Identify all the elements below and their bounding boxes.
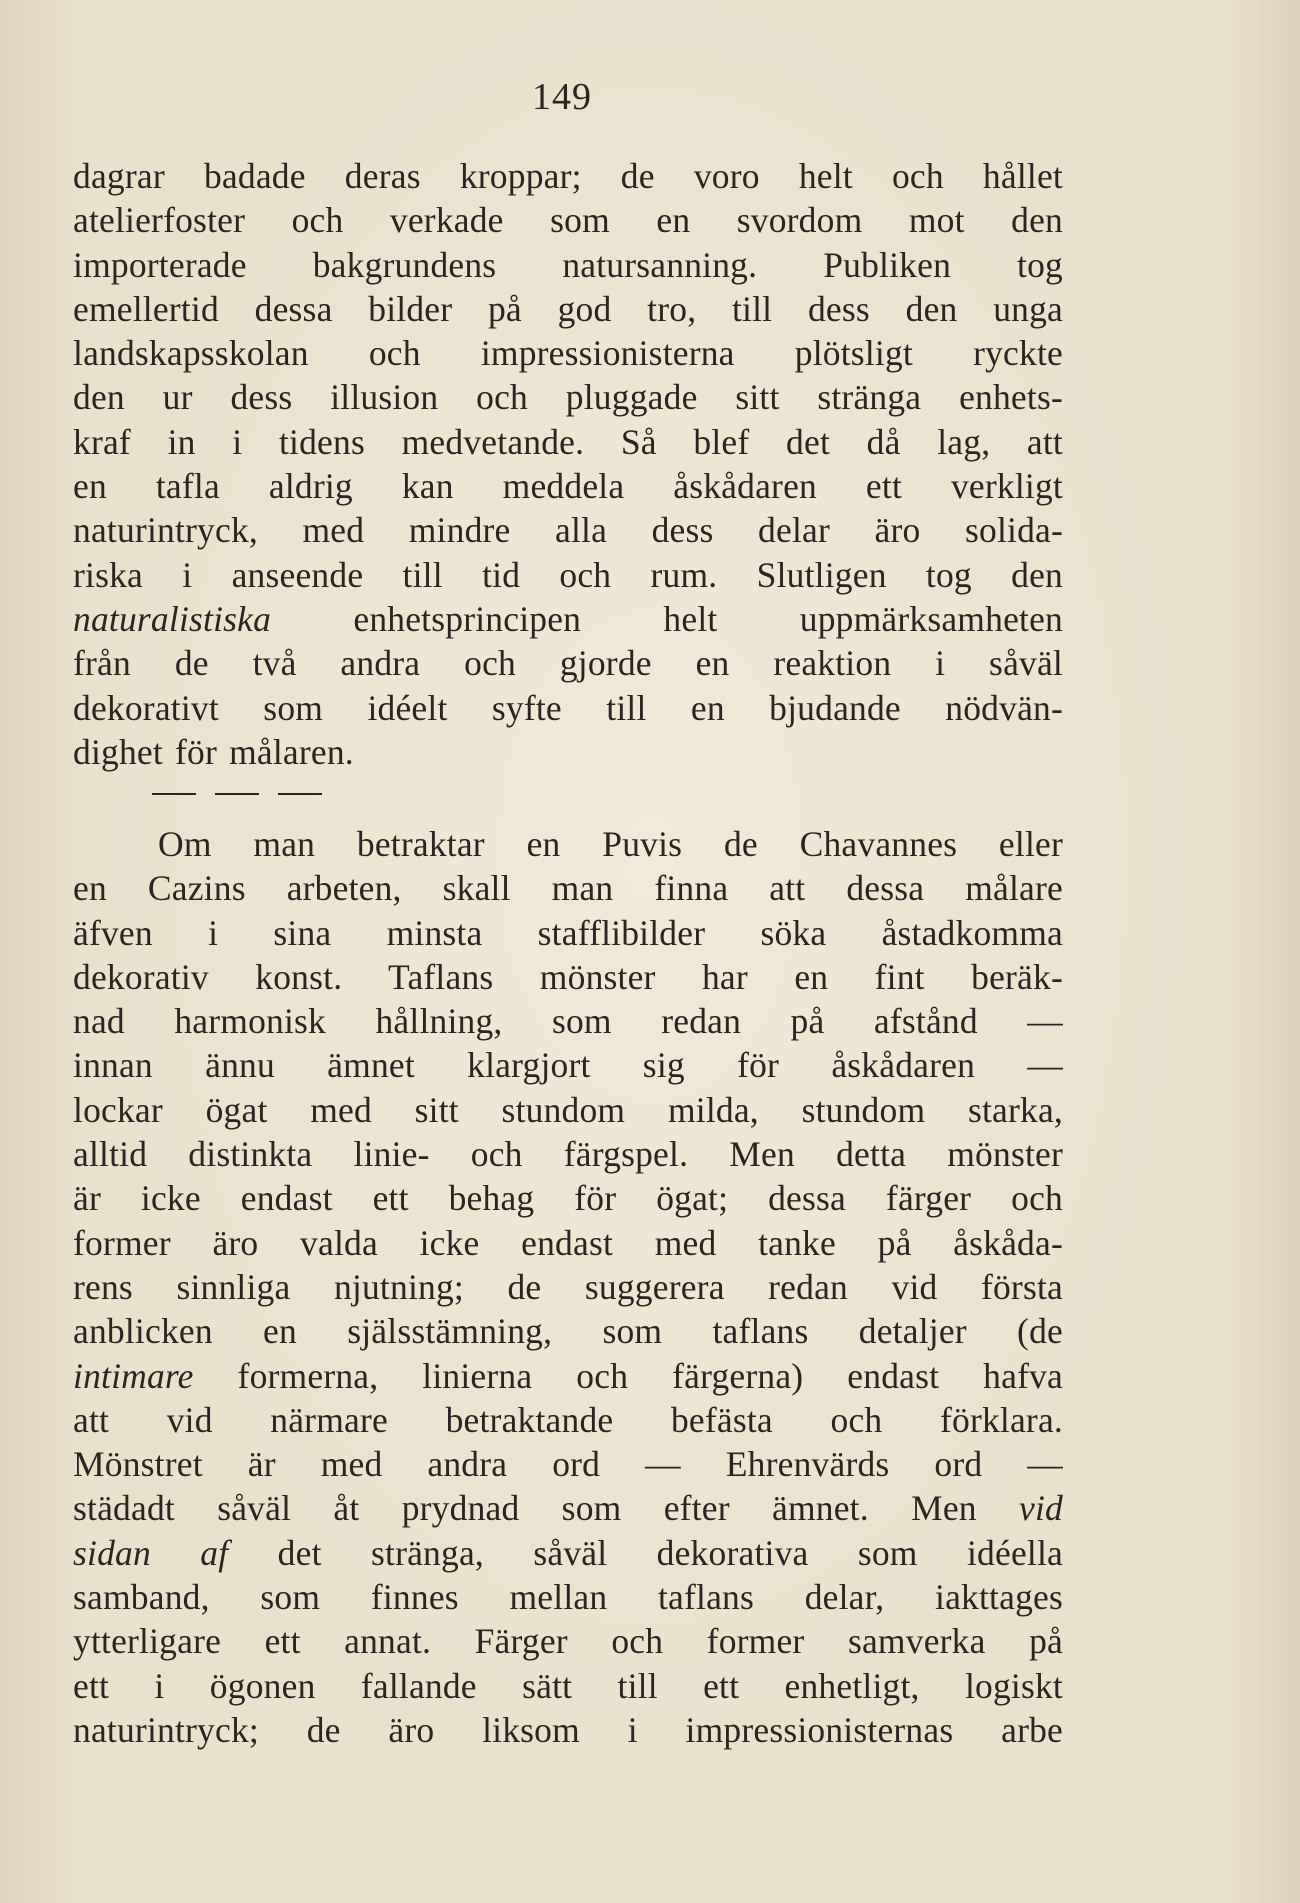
italic-term: intimare	[73, 1355, 194, 1396]
text-line: naturalistiska enhetsprincipen helt uppmärksamheten	[73, 598, 1063, 639]
section-separator	[152, 784, 322, 804]
text-line: dighet för målaren.	[73, 731, 354, 772]
text-line: emellertid dessa bilder på god tro, till dess den unga	[73, 288, 1063, 329]
separator-dash	[278, 793, 322, 795]
separator-dash	[215, 793, 259, 795]
text-line: naturintryck, med mindre alla dess delar äro solida-	[73, 510, 1063, 551]
text-line: riska i anseende till tid och rum. Slutligen tog den	[73, 554, 1063, 595]
text-line: äfven i sina minsta stafflibilder söka åstadkomma	[73, 912, 1063, 953]
text-line: landskapsskolan och impressionisterna plötsligt ryckte	[73, 333, 1063, 374]
text-line: kraf in i tidens medvetande. Så blef det då lag, att	[73, 421, 1063, 462]
text-line: former äro valda icke endast med tanke på åskåda-	[73, 1222, 1063, 1263]
text-line: anblicken en själsstämning, som taflans detaljer (de	[73, 1311, 1063, 1352]
text-line: alltid distinkta linie- och färgspel. Men detta mönster	[73, 1134, 1063, 1175]
text-line: innan ännu ämnet klargjort sig för åskådaren —	[73, 1045, 1063, 1086]
italic-term: vid	[1019, 1488, 1063, 1529]
paragraph-1	[73, 154, 1063, 774]
text-line: ett i ögonen fallande sätt till ett enhetligt, logiskt	[73, 1665, 1063, 1706]
text-line: Om man betraktar en Puvis de Chavannes eller	[158, 824, 1063, 864]
text-line: ytterligare ett annat. Färger och former samverka på	[73, 1621, 1063, 1662]
text-line: den ur dess illusion och pluggade sitt stränga enhets-	[73, 377, 1063, 418]
text-line: en Cazins arbeten, skall man finna att dessa målare	[73, 868, 1063, 909]
separator-dash	[152, 793, 196, 795]
text-line: lockar ögat med sitt stundom milda, stundom starka,	[73, 1089, 1063, 1130]
text-line: importerade bakgrundens natursanning. Publiken tog	[73, 244, 1063, 285]
paragraph-2	[73, 822, 1063, 1752]
text-line: en tafla aldrig kan meddela åskådaren ett verkligt	[73, 466, 1063, 507]
text-line: städadt såväl åt prydnad som efter ämnet. Men vid	[73, 1488, 1063, 1529]
text-line: intimare formerna, linierna och färgerna) endast hafva	[73, 1355, 1063, 1396]
text-line: rens sinnliga njutning; de suggerera redan vid första	[73, 1266, 1063, 1307]
text-line: är icke endast ett behag för ögat; dessa färger och	[73, 1178, 1063, 1219]
text-line: nad harmonisk hållning, som redan på afstånd —	[73, 1001, 1063, 1042]
text-line: dekorativ konst. Taflans mönster har en fint beräk-	[73, 956, 1063, 997]
italic-term: sidan af	[73, 1532, 229, 1573]
text-line: sidan af det stränga, såväl dekorativa som idéella	[73, 1532, 1063, 1573]
text-line: samband, som finnes mellan taflans delar, iakttages	[73, 1577, 1063, 1618]
text-line: naturintryck; de äro liksom i impressionisternas arbe	[73, 1709, 1063, 1750]
italic-term: naturalistiska	[73, 598, 272, 639]
text-line: atelierfoster och verkade som en svordom mot den	[73, 200, 1063, 241]
text-line: dagrar badade deras kroppar; de voro helt och hållet	[73, 156, 1063, 196]
text-line: att vid närmare betraktande befästa och förklara.	[73, 1399, 1063, 1440]
text-line: från de två andra och gjorde en reaktion i såväl	[73, 643, 1063, 684]
text-line: Mönstret är med andra ord — Ehrenvärds ord —	[73, 1444, 1063, 1485]
text-line: dekorativt som idéelt syfte till en bjudande nödvän-	[73, 687, 1063, 728]
page-number: 149	[532, 76, 592, 118]
